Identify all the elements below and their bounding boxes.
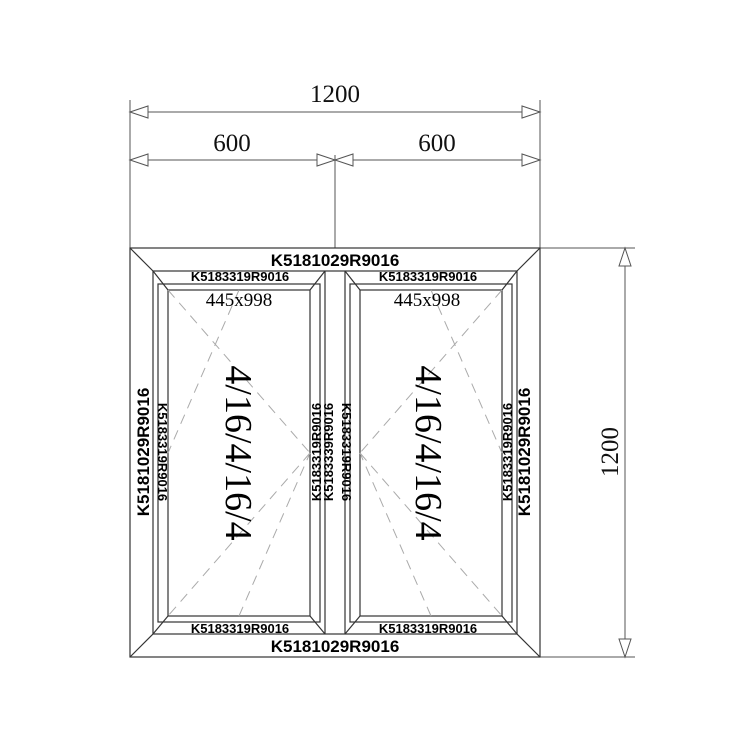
frame-left-profile: K5181029R9016 bbox=[134, 387, 153, 517]
overall-height-dimension bbox=[597, 248, 631, 657]
left-sash-inner-profile: K5183319R9016 bbox=[309, 402, 324, 502]
left-sash-bottom-profile: K5183319R9016 bbox=[190, 621, 290, 636]
right-sash-bottom-profile: K5183319R9016 bbox=[378, 621, 478, 636]
right-glass-size: 445x998 bbox=[393, 290, 461, 311]
overall-height-label: 1200 bbox=[597, 427, 624, 477]
left-glazing-spec: 4/16/4/16/4 bbox=[217, 365, 259, 541]
overall-width-label: 1200 bbox=[310, 81, 360, 108]
left-sash-width-label: 600 bbox=[213, 130, 251, 157]
right-sash-width-label: 600 bbox=[418, 130, 456, 157]
right-sash-outer-profile: K5183319R9016 bbox=[500, 402, 515, 502]
mullion-profile: K5183339R9016 bbox=[321, 402, 336, 502]
right-sash-inner-profile: K5183319R9016 bbox=[339, 402, 354, 502]
left-glass-size: 445x998 bbox=[205, 290, 273, 311]
right-sash-top-profile: K5183319R9016 bbox=[378, 269, 478, 284]
left-sash-top-profile: K5183319R9016 bbox=[190, 269, 290, 284]
frame-top-profile: K5181029R9016 bbox=[270, 251, 400, 270]
right-glazing-spec: 4/16/4/16/4 bbox=[407, 365, 449, 541]
left-sash-outer-profile: K5183319R9016 bbox=[155, 402, 170, 502]
frame-bottom-profile: K5181029R9016 bbox=[270, 637, 400, 656]
extension-lines bbox=[130, 100, 635, 657]
frame-right-profile: K5181029R9016 bbox=[515, 387, 534, 517]
overall-width-dimension bbox=[130, 81, 540, 118]
